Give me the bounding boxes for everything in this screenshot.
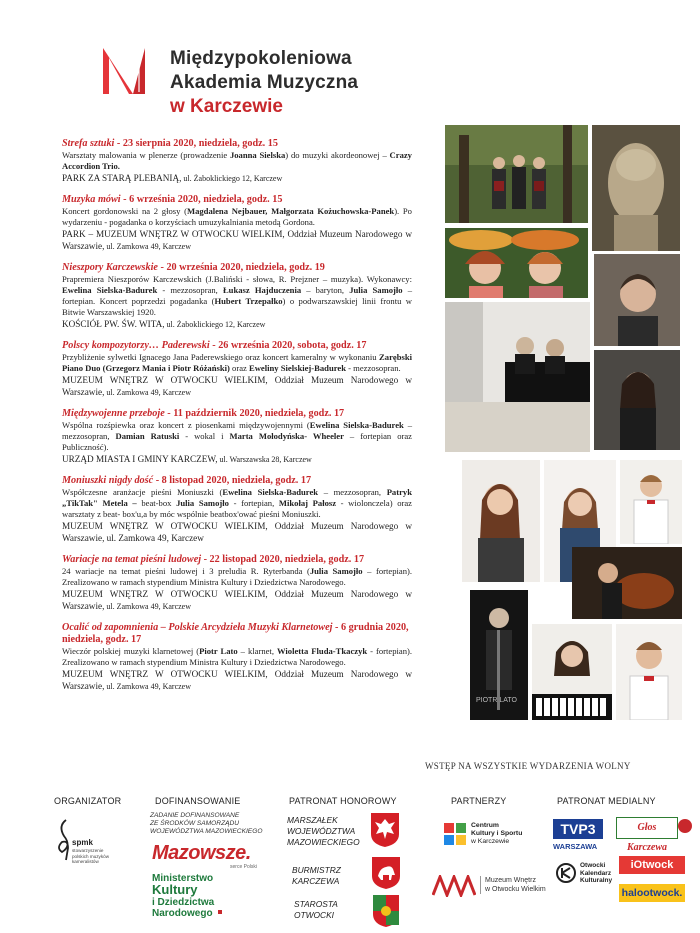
statue-photo xyxy=(592,125,680,251)
header-title-line-1: Międzypokoleniowa xyxy=(170,48,352,69)
performer-name: Mikołaj Pałosz xyxy=(278,498,337,508)
cks-karczew-logo-icon xyxy=(444,823,468,845)
partner-2-name xyxy=(480,876,546,894)
event-location xyxy=(62,172,412,185)
iotwock-logo: iOtwock xyxy=(619,856,685,874)
honor-3-line-2: OTWOCKI xyxy=(294,910,335,920)
venue-address: ul. Żaboklickiego 12, Karczew xyxy=(181,174,283,183)
performer-name: Julia Samojło xyxy=(349,285,403,295)
mezzo-soprano-photo xyxy=(594,350,680,450)
event-description xyxy=(62,206,412,228)
event-location xyxy=(62,453,412,466)
event-date: 11 październik 2020, niedziela, godz. 17 xyxy=(173,408,345,419)
performer-name: Ewelina Sielska-Badurek xyxy=(309,420,404,430)
description-text: ). Po wydarzeniu - pogadanka o korzyściach umuzykalniania metodą Gordona. xyxy=(62,206,412,227)
event-title: Wariacje na temat pieśni ludowej xyxy=(62,554,202,565)
event-3 xyxy=(62,262,412,331)
performer-name: Eweliny Sielskiej-Badurek xyxy=(248,363,346,373)
description-text: - fortepian). Zrealizowano w ramach stypendium Ministra Kultury i Dziedzictwa Narodowego. xyxy=(62,646,412,667)
event-separator: - xyxy=(153,475,162,486)
description-text: – fortepian oraz Publiczność). xyxy=(62,431,412,452)
mazowsze-logo: Mazowsze. xyxy=(152,842,251,864)
partner-1-line-3: w Karczewie xyxy=(471,838,510,845)
accordion-trio-photo xyxy=(445,125,588,223)
piano-duo-photo xyxy=(445,302,590,452)
event-date: 26 września 2020, sobota, godz. 17 xyxy=(218,340,367,351)
event-location xyxy=(62,318,412,331)
ministry-line-4: Narodowego xyxy=(152,908,213,919)
description-text: Koncert gordonowski na 2 głosy ( xyxy=(62,206,187,216)
event-title: Ocalić od zapomnienia – Polskie Arcydzieła Muzyki Klarnetowej xyxy=(62,622,333,633)
event-heading xyxy=(62,475,412,487)
beatboxer-photo xyxy=(616,624,682,720)
event-2 xyxy=(62,194,412,253)
performer-name: Marta Mołodyńska- Wheeler xyxy=(229,431,344,441)
event-6 xyxy=(62,475,412,545)
event-heading xyxy=(62,138,412,150)
event-8 xyxy=(62,622,412,693)
ministry-dot-icon xyxy=(218,910,222,914)
venue-address: ul. Zamkowa 49, Karczew xyxy=(104,242,192,251)
event-title: Muzyka mówi xyxy=(62,194,121,205)
event-date: 20 września 2020, niedziela, godz. 19 xyxy=(166,262,325,273)
event-location xyxy=(62,668,412,693)
event-date: 6 grudnia 2020, niedziela, godz. 17 xyxy=(62,622,409,645)
honor-2-line-1: BURMISTRZ xyxy=(292,865,341,875)
okk-line-2: Kalendarz xyxy=(580,869,612,877)
description-text: Warsztaty malowania w plenerze (prowadzenie xyxy=(62,150,230,160)
venue-name: MUZEUM WNĘTRZ W OTWOCKU WIELKIM, Oddział Muzeum Narodowego w Warszawie, xyxy=(62,375,412,397)
okk-logo-icon xyxy=(556,863,576,883)
honor-3-line-1: STAROSTA xyxy=(294,899,338,909)
venue-name: MUZEUM WNĘTRZ W OTWOCKU WIELKIM, Oddział Muzeum Narodowego w Warszawie, xyxy=(62,589,412,611)
description-text: Przybliżenie sylwetki Ignacego Jana Paderewskiego oraz koncert kameralny w wykonaniu xyxy=(62,352,380,362)
header-title-line-3: w Karczewie xyxy=(170,96,283,117)
okk-line-3: Kulturalny xyxy=(580,877,613,884)
partner-1-line-1: Centrum xyxy=(471,822,499,829)
description-text: – fortepian). Zrealizowano w ramach stypendium Ministra Kultury i Dziedzictwa Narodowego. xyxy=(62,566,413,587)
performer-name: Joanna Sielska xyxy=(229,150,286,160)
event-separator: - xyxy=(332,622,341,633)
venue-address: ul. Warszawska 28, Karczew xyxy=(217,455,312,464)
event-location xyxy=(62,588,412,613)
venue-name: URZĄD MIASTA I GMINY KARCZEW, xyxy=(62,454,218,464)
description-text: - mezzosopran. xyxy=(346,363,401,373)
mazovia-coat-of-arms-icon xyxy=(370,812,400,848)
event-date: 8 listopad 2020, niedziela, godz. 17 xyxy=(161,475,312,486)
events-list xyxy=(62,138,412,702)
event-description xyxy=(62,150,412,172)
performer-name: Julia Samojło xyxy=(309,566,363,576)
event-date: 6 września 2020, niedziela, godz. 15 xyxy=(129,194,283,205)
vocalist-portrait-photo xyxy=(620,460,682,544)
performer-name: Ewelina Sielska-Badurek xyxy=(222,487,319,497)
cellist-photo xyxy=(572,547,682,619)
partner-2-line-1: Muzeum Wnętrz xyxy=(485,877,536,884)
performer-name: Ewelina Sielska-Badurek xyxy=(62,285,158,295)
event-separator: - xyxy=(157,262,167,273)
description-text: ) o podwarszawskiej linii frontu w Bitwie Warszawskiej 1920. xyxy=(62,296,413,317)
event-title: Moniuszki nigdy dość xyxy=(62,475,154,486)
event-separator: - xyxy=(120,194,130,205)
singer-portrait-photo xyxy=(462,460,540,582)
pianist-keys-photo xyxy=(532,624,612,720)
honor-heading: PATRONAT HONOROWY xyxy=(289,796,397,806)
partners-heading: PARTNERZY xyxy=(451,796,507,806)
event-heading xyxy=(62,554,412,566)
description-text: - mezzosopran, xyxy=(157,285,223,295)
description-text: – mezzosopran, xyxy=(62,420,412,441)
funding-note-3: WOJEWÓDZTWA MAZOWIECKIEGO xyxy=(150,828,263,835)
ministry-line-2: Kultury xyxy=(152,882,198,897)
performer-name: Hubert Trzepałko xyxy=(214,296,283,306)
entry-note: WSTĘP NA WSZYSTKIE WYDARZENIA WOLNY xyxy=(425,761,631,771)
performer-name: Julia Samojło xyxy=(176,498,229,508)
event-description xyxy=(62,646,412,668)
honor-2-line-2: KARCZEWA xyxy=(292,876,340,886)
academy-logo-icon xyxy=(103,44,147,94)
description-text: – klarnet, xyxy=(237,646,277,656)
venue-name: MUZEUM WNĘTRZ W OTWOCKU WIELKIM, Oddział Muzeum Narodowego w Warszawie, xyxy=(62,669,412,691)
event-description xyxy=(62,352,412,374)
event-description xyxy=(62,566,412,588)
partner-1-line-2: Kultury i Sportu xyxy=(471,830,523,837)
event-separator: - xyxy=(164,408,174,419)
venue-address: ul. Żaboklickiego 12, Karczew xyxy=(164,320,266,329)
tvp3-logo: TVP3 xyxy=(553,819,603,839)
description-text: Prapremiera Nieszporów Karczewskich (J.Baliński - słowa, R. Prejzner – muzyka). Wykonawcy: xyxy=(62,274,412,284)
performer-name: Zarębski Piano Duo (Grzegorz Mania i Piotr Różański) xyxy=(62,352,412,373)
honor-1-line-1: MARSZAŁEK xyxy=(287,815,338,825)
partner-1-name xyxy=(471,822,522,846)
performer-name: Patryk „TikTak" Metela – xyxy=(62,487,412,508)
event-title: Strefa sztuki xyxy=(62,138,115,149)
event-7 xyxy=(62,554,412,613)
halootwock-logo: halootwock. xyxy=(619,884,685,902)
partner-2-line-2: w Otwocku Wielkim xyxy=(485,886,546,893)
honor-1-line-3: MAZOWIECKIEGO xyxy=(287,837,360,847)
venue-address: ul. Zamkowa 49, Karczew xyxy=(104,682,192,691)
karczew-coat-of-arms-icon xyxy=(371,856,401,890)
venue-address: ul. Zamkowa 49, Karczew xyxy=(104,602,192,611)
event-heading xyxy=(62,340,412,352)
description-text: beat-box xyxy=(136,498,177,508)
venue-name: MUZEUM WNĘTRZ W OTWOCKU WIELKIM, Oddział Muzeum Narodowego w Warszawie, ul. Zamkowa 49, Karczew xyxy=(62,521,412,543)
photo-caption: PIOTR LATO xyxy=(476,697,517,704)
description-text: Wspólna rozśpiewka oraz koncert z piosenkami międzywojennymi ( xyxy=(62,420,310,430)
glos-karczewa-logo: Głos Karczewa xyxy=(616,817,678,839)
organizer-subtitle: stowarzyszenie polskich muzyków kameralistów xyxy=(72,848,110,864)
clarinetist-photo xyxy=(470,590,528,720)
description-text: Wieczór polskiej muzyki klarnetowej ( xyxy=(62,646,200,656)
event-title: Polscy kompozytorzy… Paderewski xyxy=(62,340,210,351)
ministry-line-1: Ministerstwo xyxy=(152,873,214,884)
organizer-name: spmk xyxy=(72,838,93,847)
venue-name: PARK ZA STARĄ PLEBANIĄ, xyxy=(62,173,182,183)
description-text: - wiolonczela) oraz warsztaty z beat- box'u,a by móc wspólnie beatbox'ować pieśni Moniuszki. xyxy=(62,498,412,519)
okk-line-1: Otwocki xyxy=(580,862,606,869)
event-separator: - xyxy=(114,138,123,149)
event-description xyxy=(62,274,412,318)
event-separator: - xyxy=(209,340,219,351)
event-heading xyxy=(62,622,412,646)
event-1 xyxy=(62,138,412,185)
event-date: 22 listopad 2020, niedziela, godz. 17 xyxy=(209,554,365,565)
description-text: - wokal i xyxy=(179,431,230,441)
description-text: - fortepian, xyxy=(228,498,279,508)
performer-name: Piotr Lato xyxy=(199,646,238,656)
performer-name: Crazy Accordion Trio. xyxy=(62,150,412,171)
funding-note-1: ZADANIE DOFINANSOWANE xyxy=(150,812,240,819)
venue-name: PARK – MUZEUM WNĘTRZ W OTWOCKU WIELKIM, Oddział Muzeum Narodowego w Warszawie, xyxy=(62,229,412,251)
performer-name: Damian Ratuski xyxy=(115,431,180,441)
event-title: Międzywojenne przeboje xyxy=(62,408,165,419)
event-separator: - xyxy=(201,554,210,565)
organizer-heading: ORGANIZATOR xyxy=(54,796,122,806)
performer-name: Łukasz Hajduczenia xyxy=(222,285,302,295)
event-location xyxy=(62,374,412,399)
mazowsze-tagline: serce Polski xyxy=(230,864,257,870)
event-location xyxy=(62,228,412,253)
ministry-line-3: i Dziedzictwa xyxy=(152,897,215,908)
event-description xyxy=(62,487,412,520)
venue-name: KOŚCIÓŁ PW. ŚW. WITA, xyxy=(62,319,165,329)
event-5 xyxy=(62,408,412,466)
glos-badge-icon xyxy=(678,819,692,833)
header-title-line-2: Akademia Muzyczna xyxy=(170,72,359,93)
performer-name: Magdalena Nejbauer, Małgorzata Kożuchowska-Panek xyxy=(186,206,395,216)
otwock-coat-of-arms-icon xyxy=(372,894,400,928)
funding-note-2: ZE ŚRODKÓW SAMORZĄDU xyxy=(150,820,240,827)
event-heading xyxy=(62,262,412,274)
description-text: – fortepian. Koncert poprzedzi pogadanka ( xyxy=(62,285,412,306)
description-text: – baryton, xyxy=(301,285,350,295)
museum-logo-icon xyxy=(432,875,476,897)
description-text: Współczesne aranżacje pieśni Moniuszki ( xyxy=(62,487,223,497)
media-heading: PATRONAT MEDIALNY xyxy=(557,796,656,806)
event-heading xyxy=(62,194,412,206)
singers-duo-photo xyxy=(445,228,588,298)
event-date: 23 sierpnia 2020, niedziela, godz. 15 xyxy=(122,138,278,149)
description-text: 24 wariacje na temat pieśni ludowej i 3 preludia R. Ryterbanda ( xyxy=(62,566,310,576)
event-4 xyxy=(62,340,412,399)
treble-clef-icon xyxy=(54,818,74,862)
description-text: – mezzosopran, xyxy=(318,487,387,497)
venue-address: ul. Zamkowa 49, Karczew xyxy=(104,388,192,397)
honor-1-line-2: WOJEWÓDZTWA xyxy=(287,826,356,836)
funding-heading: DOFINANSOWANIE xyxy=(155,796,241,806)
event-location xyxy=(62,520,412,545)
event-title: Nieszpory Karczewskie xyxy=(62,262,158,273)
okk-name xyxy=(580,862,612,885)
event-heading xyxy=(62,408,412,420)
performer-name: Wioletta Fluda-Tkaczyk xyxy=(276,646,368,656)
tvp3-subtitle: WARSZAWA xyxy=(553,842,598,851)
description-text: oraz xyxy=(229,363,249,373)
description-text: ) do muzyki akordeonowej – xyxy=(285,150,390,160)
baritone-portrait-photo xyxy=(594,254,680,346)
event-description xyxy=(62,420,412,453)
